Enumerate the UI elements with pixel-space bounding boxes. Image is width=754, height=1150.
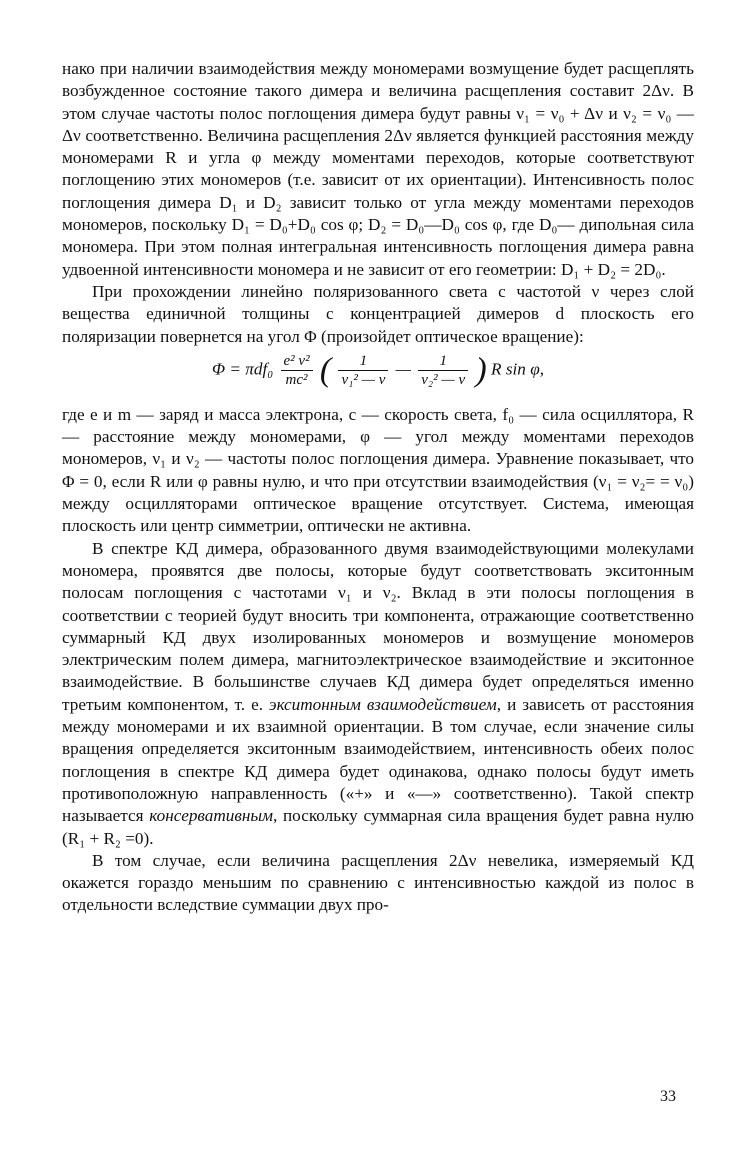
paragraph-4-text-a: В спектре КД димера, образованного двумя взаимодействующими молекулами мономера, проявятся две полосы, которые будут соответствовать экситонным полосам поглощения с частотами ν₁ и ν₂. Вклад в эти полосы поглощения в соответствии с теорией будут вносить три компонента, отражающие соответственно суммарный КД двух изолированных мономеров и возмущение мономеров электрическим полем димера, магнитоэлектрическое взаимодействие и экситонное взаимодействие. В большинстве случаев КД димера будет определяться именно третьим компонентом, т. е. (62, 538, 694, 714)
page-number: 33 (660, 1088, 676, 1105)
formula-minus: — (395, 359, 411, 379)
formula-close-paren: ) (475, 351, 487, 389)
formula-fraction-1 (281, 352, 313, 389)
formula-fraction-2 (338, 352, 388, 389)
formula-fraction-2-num: 1 (338, 352, 388, 371)
formula-fraction-3 (418, 352, 468, 389)
optical-rotation-formula (62, 352, 694, 398)
paragraph-4-emphasis-conservative: консервативным (149, 806, 273, 826)
formula-fraction-1-num: e² ν² (281, 352, 313, 371)
formula-fraction-3-den: ν₂² — ν (421, 371, 466, 388)
paragraph-5: В том случае, если величина расщепления 2Δν невелика, измеряемый КД окажется гораздо меньшим по сравнению с интенсивностью каждой из полос в отдельности вследствие суммации двух про- (62, 850, 694, 915)
paragraph-4-text-b: , и зависеть от расстояния между мономерами и их взаимной ориентации. В том случае, если значение силы вращения определяется экситонным взаимодействием, интенсивность обеих полос поглощения в спектре КД димера будет одинакова, однако полосы будут иметь противоположную направленность («+» и «—» соответственно). Такой спектр называется (62, 694, 694, 826)
paragraph-2: При прохождении линейно поляризованного света с частотой ν через слой вещества единичной толщины с концентрацией димеров d плоскость его поляризации повернется на угол Φ (произойдет оптическое вращение): (62, 281, 694, 346)
paragraph-4 (62, 538, 694, 850)
formula-fraction-2-den: ν₁² — ν (341, 371, 386, 388)
formula-rhs: R sin φ, (491, 359, 545, 379)
formula-fraction-1-den: mc² (285, 371, 308, 388)
paragraph-4-text-c: , поскольку суммарная сила вращения будет равна нулю (R₁ + R₂ =0). (62, 806, 695, 848)
page-body (62, 58, 694, 917)
formula-fraction-3-num: 1 (418, 352, 468, 371)
paragraph-4-emphasis-exciton: экситонным взаимодействием (269, 694, 497, 714)
formula-lhs: Φ = πdf₀ (211, 359, 274, 379)
paragraph-3: где e и m — заряд и масса электрона, c — скорость света, f₀ — сила осциллятора, R — расстояние между мономерами, φ — угол между моментами переходов мономеров, ν₁ и ν₂ — частоты полос поглощения димера. Уравнение показывает, что Φ = 0, если R или φ равны нулю, и что при отсутствии взаимодействия (ν₁ = ν₂= = ν₀) между осцилляторами оптическое вращение отсутствует. Система, имеющая плоскость или центр симметрии, оптически не активна. (62, 404, 694, 536)
formula-open-paren: ( (319, 351, 332, 389)
paragraph-1: нако при наличии взаимодействия между мономерами возмущение будет расщеплять возбужденное состояние такого димера и величина расщепления составит 2Δν. В этом случае частоты полос поглощения димера будут равны ν₁ = ν₀ + Δν и ν₂ = ν₀ — Δν соответственно. Величина расщепления 2Δν является функцией расстояния между мономерами R и угла φ между моментами переходов, которые соответствуют поглощению этих мономеров (т.е. зависит от их ориентации). Интенсивность полос поглощения димера D₁ и D₂ зависит только от угла между моментами переходов мономеров, поскольку D₁ = D₀+D₀ cos φ; D₂ = D₀—D₀ cos φ, где D₀— дипольная сила мономера. При этом полная интегральная интенсивность поглощения димера равна удвоенной интенсивности мономера и не зависит от его геометрии: D₁ + D₂ = 2D₀. (62, 59, 694, 279)
